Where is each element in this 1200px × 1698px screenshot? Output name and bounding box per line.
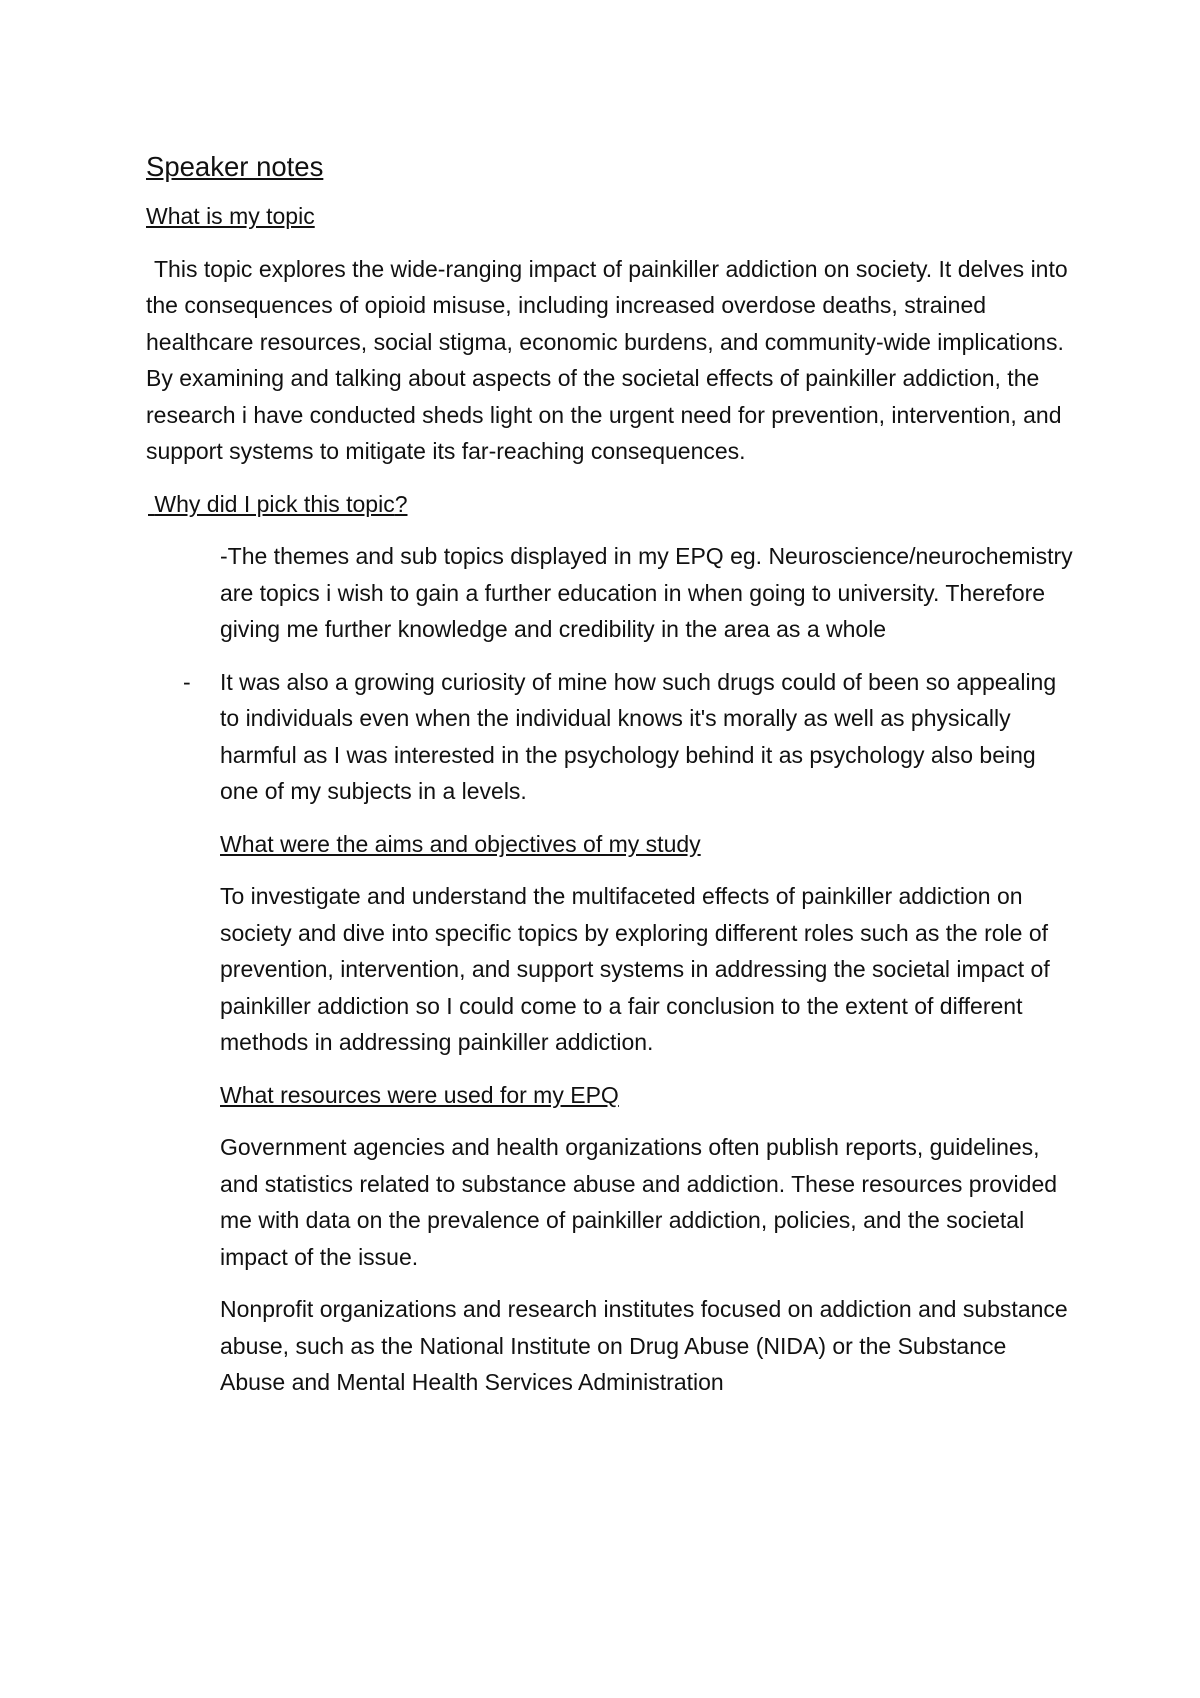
reason-bullet-2 <box>183 664 1076 810</box>
aims-paragraph: To investigate and understand the multifaceted effects of painkiller addiction on society and dive into specific topics by exploring different roles such as the role of prevention, intervention, and support systems in addressing the societal impact of painkiller addiction so I could come to a fair conclusion to the extent of different methods in addressing painkiller addiction. <box>220 883 1050 1055</box>
heading-what-is-my-topic: What is my topic <box>146 203 315 229</box>
document-title: Speaker notes <box>146 151 324 182</box>
resources-paragraph-2: Nonprofit organizations and research institutes focused on addiction and substance abuse, such as the National Institute on Drug Abuse (NIDA) or the Substance Abuse and Mental Health Services Administration <box>220 1296 1068 1395</box>
heading-why-suffix: ? <box>394 490 408 517</box>
resources-paragraph-1: Government agencies and health organizations often publish reports, guidelines, and statistics related to substance abuse and addiction. These resources provided me with data on the prevalence of painkiller addiction, policies, and the societal impact of the issue. <box>220 1134 1058 1270</box>
topic-paragraph: This topic explores the wide-ranging impact of painkiller addiction on society. It delves into the consequences of opioid misuse, including increased overdose deaths, strained healthcare resources, social stigma, economic burdens, and community-wide implications. By examining and talking about aspects of the societal effects of painkiller addiction, the research i have conducted sheds light on the urgent need for prevention, intervention, and support systems to mitigate its far-reaching consequences. <box>146 255 1068 464</box>
heading-resources: What resources were used for my EPQ <box>220 1081 619 1108</box>
bullet-dash: - <box>183 668 191 695</box>
heading-aims-objectives: What were the aims and objectives of my study <box>220 830 701 857</box>
reason-bullet-2-text: It was also a growing curiosity of mine how such drugs could of been so appealing to individuals even when the individual knows it's morally as well as physically harmful as I was interested in the psychology behind it as psychology also being one of my subjects in a levels. <box>220 668 1057 804</box>
heading-why-text: Why did I pick this topic <box>154 490 395 517</box>
heading-why-pick-topic <box>148 486 1076 523</box>
document-body <box>146 148 1076 1417</box>
reason-paragraph-1: -The themes and sub topics displayed in my EPQ eg. Neuroscience/neurochemistry are topics i wish to gain a further education in when going to university. Therefore giving me further knowledge and credibility in the area as a whole <box>220 543 1073 642</box>
